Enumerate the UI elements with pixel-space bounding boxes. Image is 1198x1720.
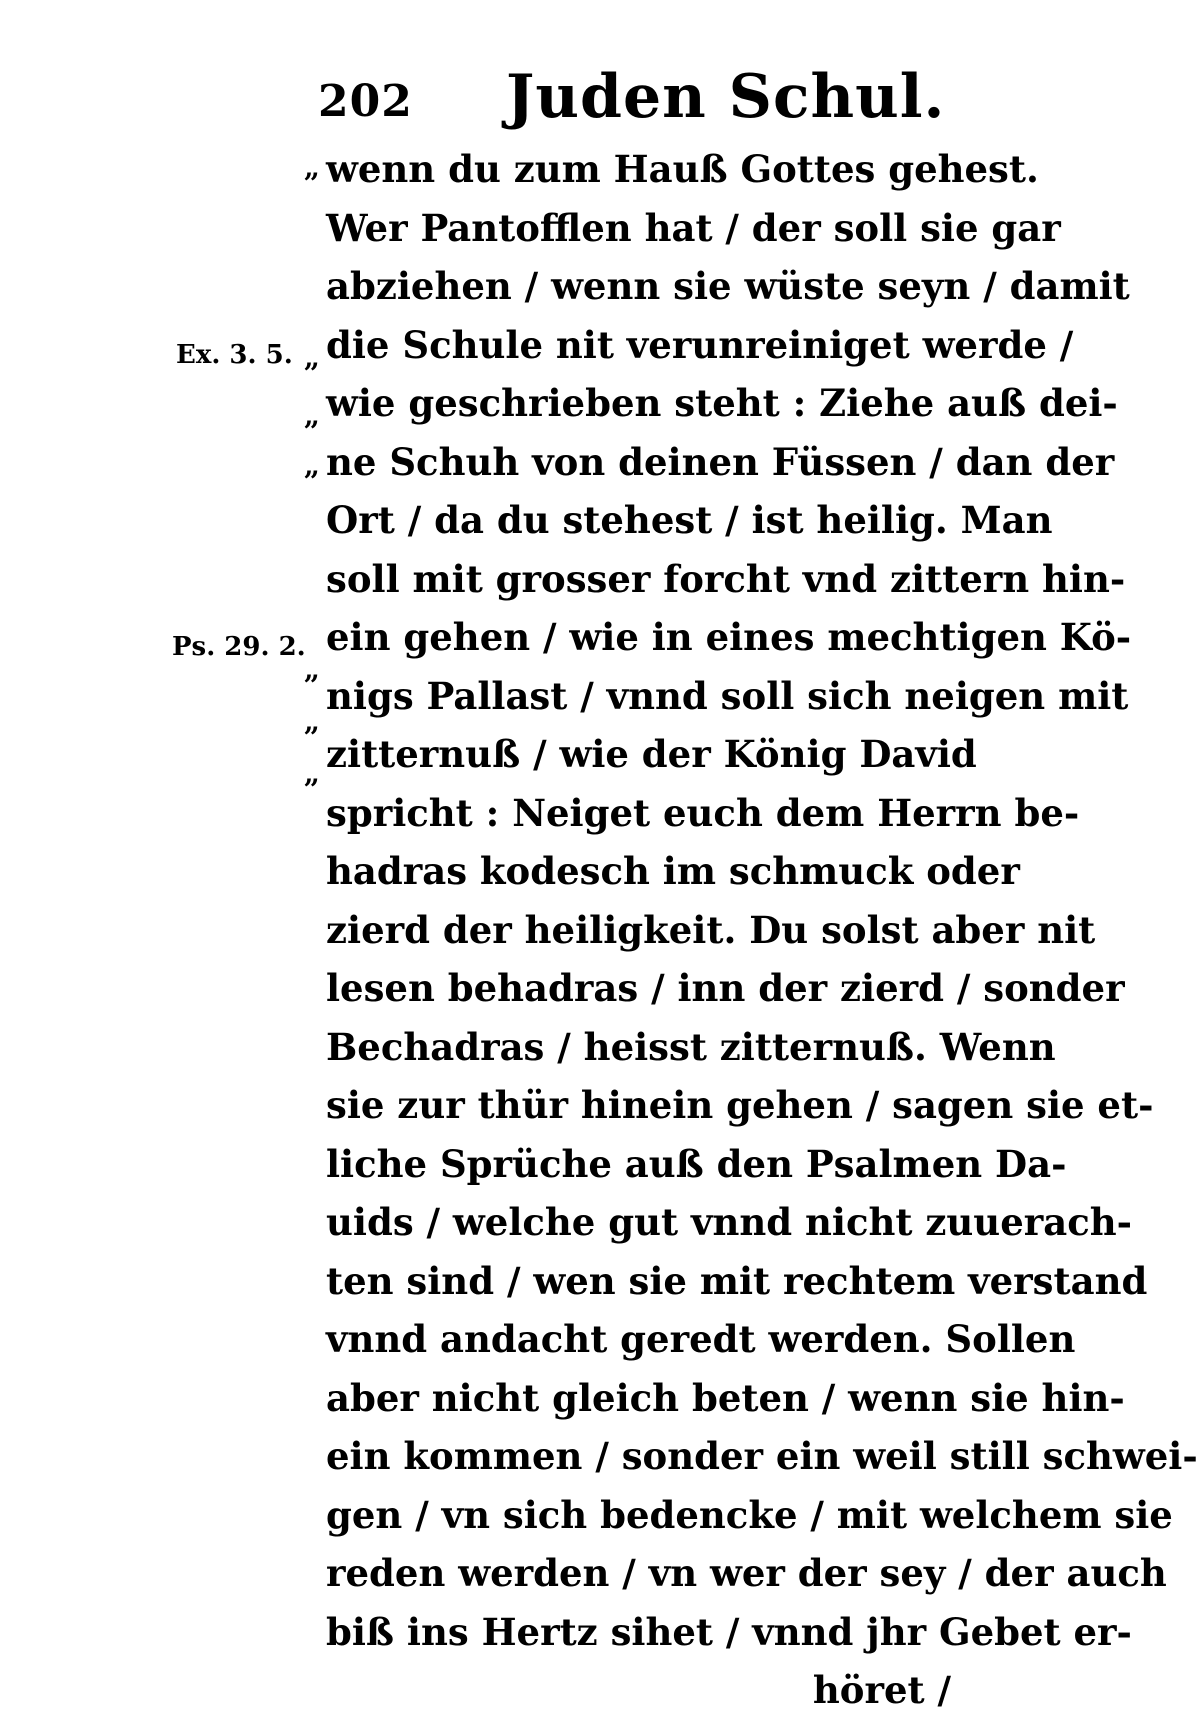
text-line: abziehen / wenn sie wüste seyn / damit: [326, 264, 1130, 308]
text-line: wenn du zum Hauß Gottes gehest.: [326, 147, 1039, 191]
text-line: nigs Pallast / vnnd soll sich neigen mit: [326, 673, 1129, 718]
margin-reference-psalm: Ps. 29. 2.: [172, 632, 306, 662]
text-line: lesen behadras / inn der zierd / sonder: [326, 966, 1125, 1010]
text-line: Bechadras / heisst zitternuß. Wenn: [326, 1024, 1056, 1069]
text-line: Ort / da du stehest / ist heilig. Man: [326, 498, 1053, 542]
text-line: ein gehen / wie in eines mechtigen Kö-: [326, 615, 1132, 659]
margin-quote-mark: „: [303, 757, 320, 790]
margin-reference-exodus: Ex. 3. 5.: [176, 340, 293, 370]
text-line: ein kommen / sonder ein weil still schwei-: [326, 1434, 1198, 1478]
text-line: liche Sprüche auß den Psalmen Da-: [326, 1141, 1067, 1186]
running-head: Juden Schul.: [506, 62, 946, 132]
margin-quote-mark: „: [303, 341, 320, 374]
text-line: sie zur thür hinein gehen / sagen sie et-: [326, 1083, 1154, 1127]
text-line: Wer Pantofflen hat / der soll sie gar: [326, 205, 1061, 250]
text-line: ne Schuh von deinen Füssen / dan der: [326, 439, 1115, 484]
text-line: uids / welche gut vnnd nicht zuuerach-: [326, 1200, 1132, 1244]
page-header: [318, 62, 958, 132]
text-line: vnnd andacht geredt werden. Sollen: [326, 1317, 1076, 1361]
text-line: wie geschrieben steht : Ziehe auß dei-: [326, 381, 1118, 425]
catchword: höret /: [812, 1668, 951, 1712]
text-line: die Schule nit verunreiniget werde /: [326, 322, 1074, 367]
text-line: aber nicht gleich beten / wenn sie hin-: [326, 1375, 1125, 1420]
text-line: spricht : Neiget euch dem Herrn be-: [326, 790, 1080, 835]
text-line: zitternuß / wie der König David: [326, 732, 977, 776]
text-line: ten sind / wen sie mit rechtem verstand: [326, 1258, 1148, 1303]
text-line: zierd der heiligkeit. Du solst aber nit: [326, 907, 1096, 952]
text-line: hadras kodesch im schmuck oder: [326, 849, 1020, 893]
margin-quote-mark: „: [303, 151, 320, 184]
margin-quote-mark: „: [303, 399, 320, 432]
margin-quote-mark: „: [303, 653, 320, 686]
margin-quote-mark: „: [303, 705, 320, 738]
margin-quote-mark: „: [303, 449, 320, 482]
text-line: reden werden / vn wer der sey / der auch: [326, 1551, 1167, 1595]
text-line: biß ins Hertz sihet / vnnd jhr Gebet er-: [326, 1609, 1132, 1654]
page-number: 202: [318, 76, 413, 127]
text-line: gen / vn sich bedencke / mit welchem sie: [326, 1492, 1173, 1537]
text-line: soll mit grosser forcht vnd zittern hin-: [326, 556, 1126, 601]
body-text: [326, 140, 1198, 1720]
